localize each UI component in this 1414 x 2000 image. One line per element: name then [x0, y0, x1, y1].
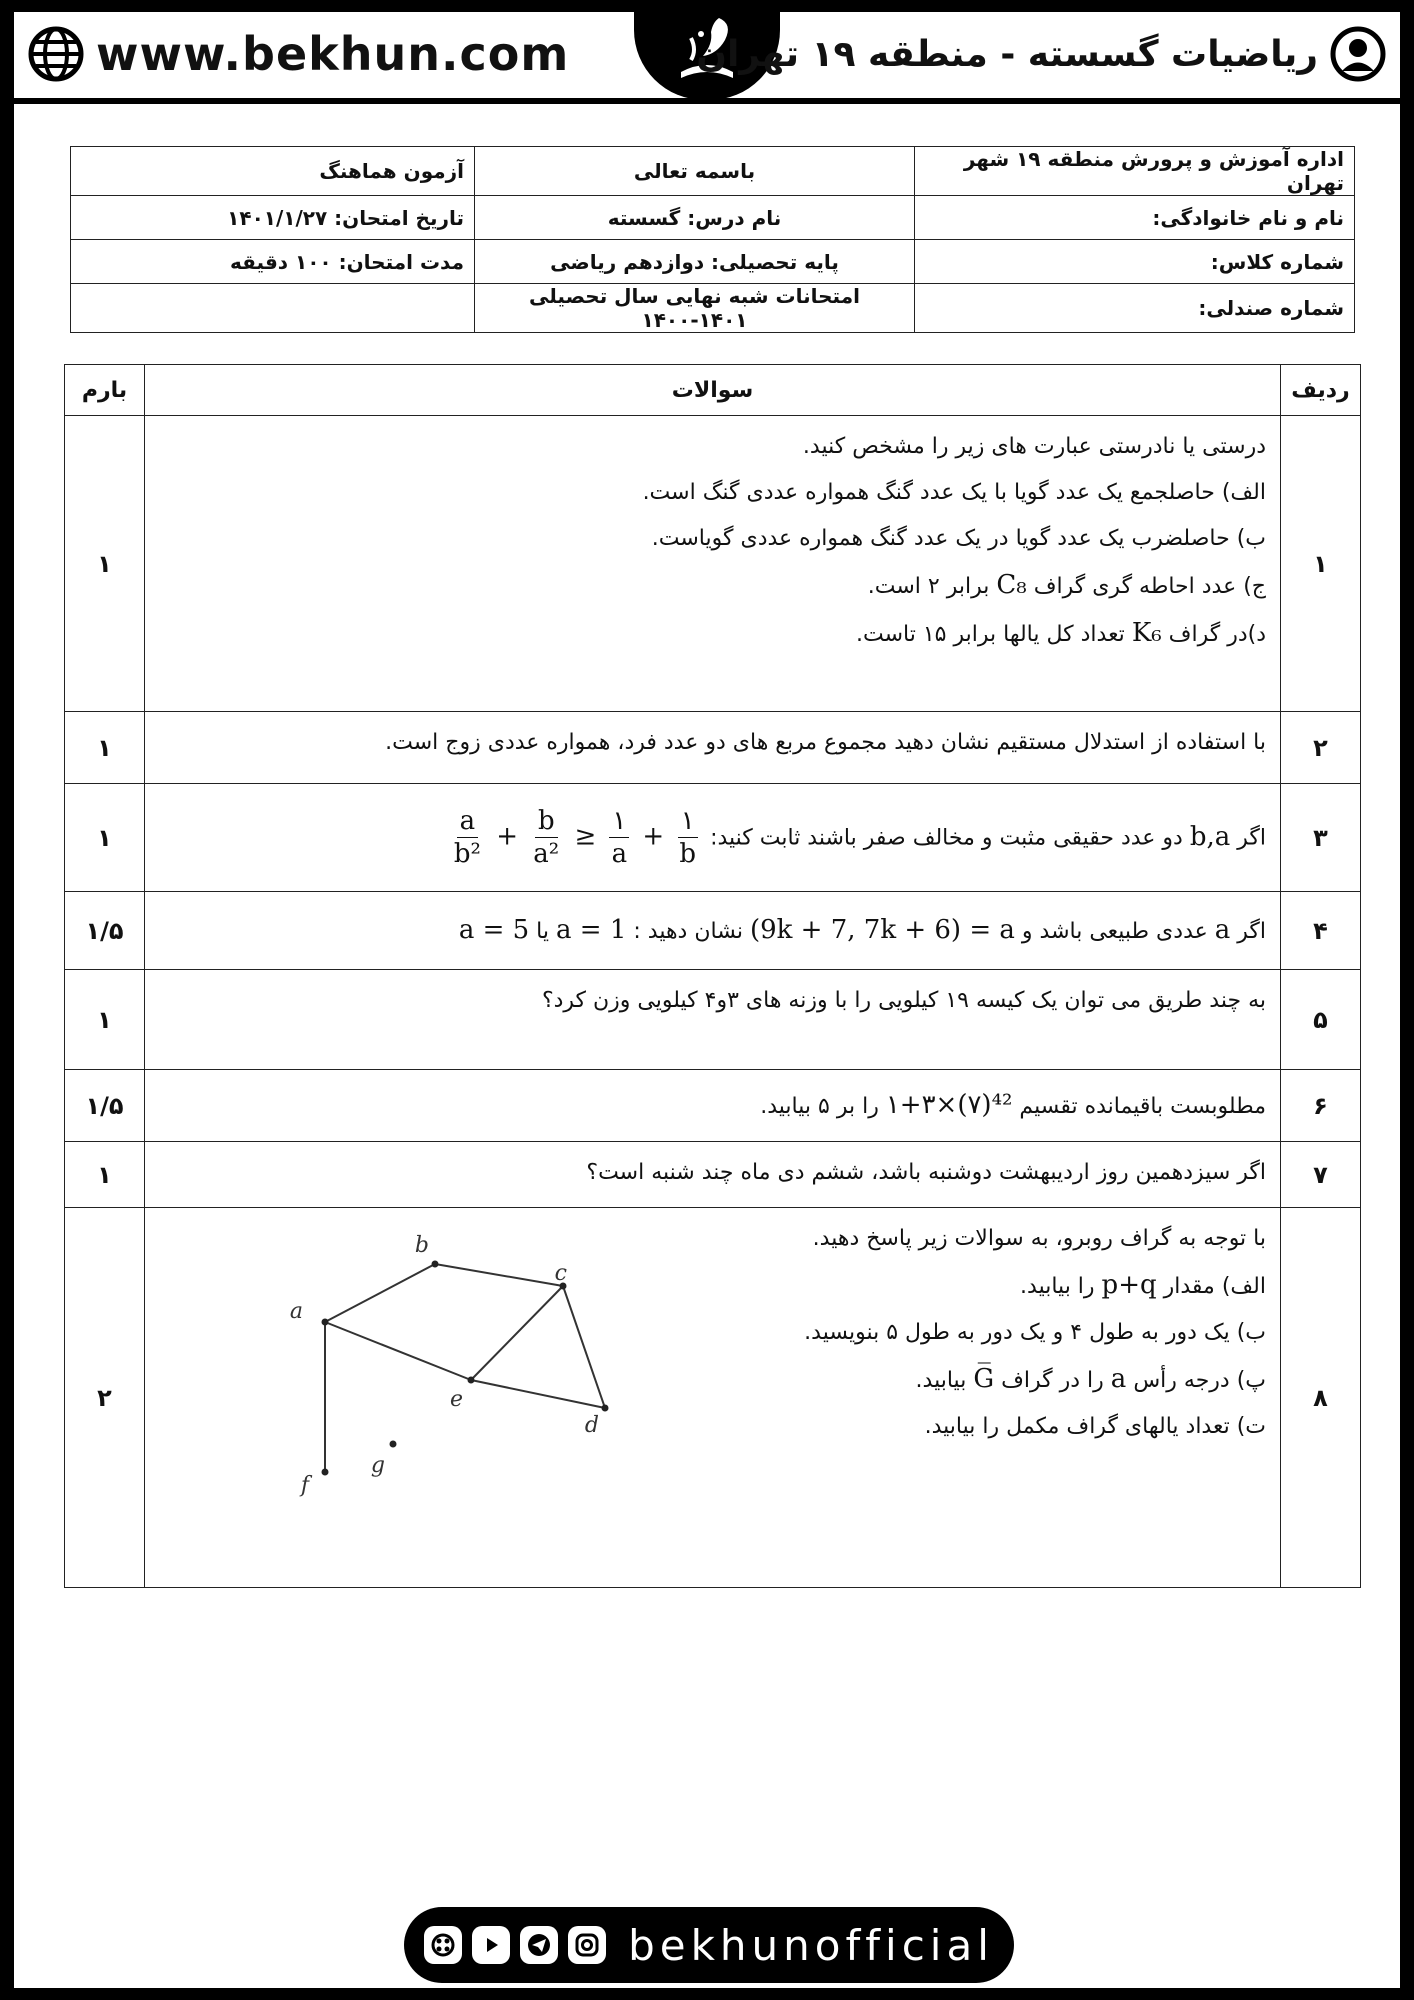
course-title: ریاضیات گسسته - منطقه ۱۹ تهران [696, 33, 1318, 75]
question-row-1 [65, 416, 1361, 712]
fraction: $\frac{۱}{a}$ [609, 805, 631, 870]
question-score: ۲ [65, 1208, 145, 1588]
name-field: نام و نام خانوادگی: [915, 196, 1355, 240]
question-text: اگر سیزدهمین روز اردیبهشت دوشنبه باشد، ششم دی ماه چند شنبه است؟ [145, 1142, 1281, 1208]
question-text: به چند طریق می توان یک کیسه ۱۹ کیلویی را با وزنه های ۳و۴ کیلویی وزن کرد؟ [145, 970, 1281, 1070]
edge-ae [325, 1322, 471, 1380]
edge-bc [435, 1264, 563, 1286]
label-a: a [289, 1299, 303, 1324]
question-text [145, 1208, 1281, 1588]
class-field: شماره کلاس: [915, 240, 1355, 284]
question-number: ۶ [1281, 1070, 1361, 1142]
q8-part-b: ب) یک دور به طول ۴ و یک دور به طول ۵ بنویسید. [804, 1320, 1266, 1345]
edge-ab [325, 1264, 435, 1322]
question-row-2 [65, 712, 1361, 784]
label-d: d [584, 1413, 599, 1438]
date-cell: تاریخ امتحان: ۱۴۰۱/۱/۲۷ [71, 196, 475, 240]
youtube-icon[interactable] [472, 1926, 510, 1964]
edge-ec [471, 1286, 563, 1380]
grade-cell: پایه تحصیلی: دوازدهم ریاضی [475, 240, 915, 284]
question-text: با استفاده از استدلال مستقیم نشان دهید مجموع مربع های دو عدد فرد، همواره عددی زوج است. [145, 712, 1281, 784]
globe-icon [28, 26, 84, 82]
question-number: ۴ [1281, 892, 1361, 970]
question-number: ۲ [1281, 712, 1361, 784]
subject-cell: نام درس: گسسته [475, 196, 915, 240]
fraction: $\frac{۱}{b}$ [679, 806, 697, 869]
duration-cell: مدت امتحان: ۱۰۰ دقیقه [71, 240, 475, 284]
fraction: $\frac{a}{\text{b²}}$ [453, 806, 481, 869]
aparat-icon[interactable] [424, 1926, 462, 1964]
question-score: ۱/۵ [65, 892, 145, 970]
q1-part-a: الف) حاصلجمع یک عدد گویا با یک عدد گنگ همواره عددی گنگ است. [642, 480, 1266, 505]
social-handle[interactable]: bekhunofficial [628, 1920, 994, 1970]
question-number: ۷ [1281, 1142, 1361, 1208]
vertex-g [390, 1441, 397, 1448]
office-cell: اداره آموزش و پرورش منطقه ۱۹ شهر تهران [915, 147, 1355, 196]
math-c8: C₈ [996, 570, 1027, 600]
header-score: بارم [65, 365, 145, 416]
question-score: ۱ [65, 970, 145, 1070]
question-number: ۱ [1281, 416, 1361, 712]
instagram-icon[interactable] [568, 1926, 606, 1964]
question-score: ۱ [65, 712, 145, 784]
question-row-3 [65, 784, 1361, 892]
exam-series-cell: امتحانات شبه نهایی سال تحصیلی ۱۴۰۱-۱۴۰۰ [475, 284, 915, 333]
empty-cell [71, 284, 475, 333]
q8-part-a: الف) مقدار p+q را بیابید. [1020, 1270, 1266, 1300]
vertex-a [322, 1319, 329, 1326]
social-footer [404, 1907, 1014, 1983]
site-link[interactable] [28, 24, 569, 84]
question-row-7 [65, 1142, 1361, 1208]
site-url[interactable]: www.bekhun.com [96, 27, 570, 81]
seat-field: شماره صندلی: [915, 284, 1355, 333]
exam-type-cell: آزمون هماهنگ [71, 147, 475, 196]
exam-info-table [70, 146, 1355, 333]
label-c: c [554, 1261, 567, 1286]
telegram-icon[interactable] [520, 1926, 558, 1964]
question-score: ۱ [65, 784, 145, 892]
q8-intro: با توجه به گراف روبرو، به سوالات زیر پاسخ دهید. [812, 1226, 1266, 1251]
question-number: ۳ [1281, 784, 1361, 892]
power-expression: ۱+۳×(۷)⁴² [885, 1089, 1013, 1120]
fraction: $\frac{b}{\text{a²}}$ [533, 806, 560, 869]
vertex-e [468, 1377, 475, 1384]
inequality: $\frac{a}{\text{b²}}$ + $\frac{b}{\text{a²}}$ ≥ $\frac{۱}{a}$ + $\frac{۱}{b}$ [447, 805, 703, 870]
q1-part-c: ج) عدد احاطه گری گراف C₈ برابر ۲ است. [159, 562, 1266, 610]
q8-part-c: پ) درجه رأس a را در گراف G̅ بیابید. [915, 1364, 1266, 1394]
question-number: ۵ [1281, 970, 1361, 1070]
edge-cd [563, 1286, 605, 1408]
q1-intro: درستی یا نادرستی عبارت های زیر را مشخص کنید. [802, 434, 1266, 459]
label-e: e [449, 1387, 463, 1412]
question-score: ۱/۵ [65, 1070, 145, 1142]
vertex-d [602, 1405, 609, 1412]
question-text: مطلوبست باقیمانده تقسیم ۱+۳×(۷)⁴² را بر ۵ بیابید. [145, 1070, 1281, 1142]
edge-ed [471, 1380, 605, 1408]
label-f: f [300, 1473, 309, 1498]
user-icon [1330, 26, 1386, 82]
q1-part-d: د)در گراف K₆ تعداد کل یالها برابر ۱۵ تاست. [159, 610, 1266, 658]
math-vars: b,a [1189, 821, 1231, 852]
question-row-6 [65, 1070, 1361, 1142]
q1-part-b: ب) حاصلضرب یک عدد گویا در یک عدد گنگ همواره عددی گویاست. [651, 526, 1266, 551]
vertex-f [322, 1469, 329, 1476]
header-bar [14, 12, 1400, 104]
question-score: ۱ [65, 416, 145, 712]
questions-table [64, 364, 1361, 1588]
gcd-expression: (9k + 7, 7k + 6) = a [749, 914, 1015, 945]
graph-diagram [285, 1222, 615, 1512]
question-number: ۸ [1281, 1208, 1361, 1588]
math-k6: K₆ [1131, 618, 1162, 648]
header-row-number: ردیف [1281, 365, 1361, 416]
exam-sheet [14, 12, 1400, 1988]
question-text [145, 416, 1281, 712]
bismillah-cell: باسمه تعالی [475, 147, 915, 196]
question-text: اگر b,a دو عدد حقیقی مثبت و مخالف صفر باشند ثابت کنید: $\frac{a}{\text{b²}}$ + $\frac{b}{\text{a²}}$ ≥ $\frac{۱}{a}$ + $\frac{۱}{b}$ [145, 784, 1281, 892]
q8-part-d: ت) تعداد یالهای گراف مکمل را بیابید. [924, 1414, 1266, 1439]
question-row-4 [65, 892, 1361, 970]
question-score: ۱ [65, 1142, 145, 1208]
vertex-b [432, 1261, 439, 1268]
question-row-5 [65, 970, 1361, 1070]
question-row-8 [65, 1208, 1361, 1588]
label-b: b [414, 1233, 429, 1258]
course-heading [696, 24, 1386, 84]
label-g: g [370, 1453, 385, 1478]
question-text: اگر a عددی طبیعی باشد و (9k + 7, 7k + 6) = a نشان دهید : a = 1 یا a = 5 [145, 892, 1281, 970]
header-questions: سوالات [145, 365, 1281, 416]
